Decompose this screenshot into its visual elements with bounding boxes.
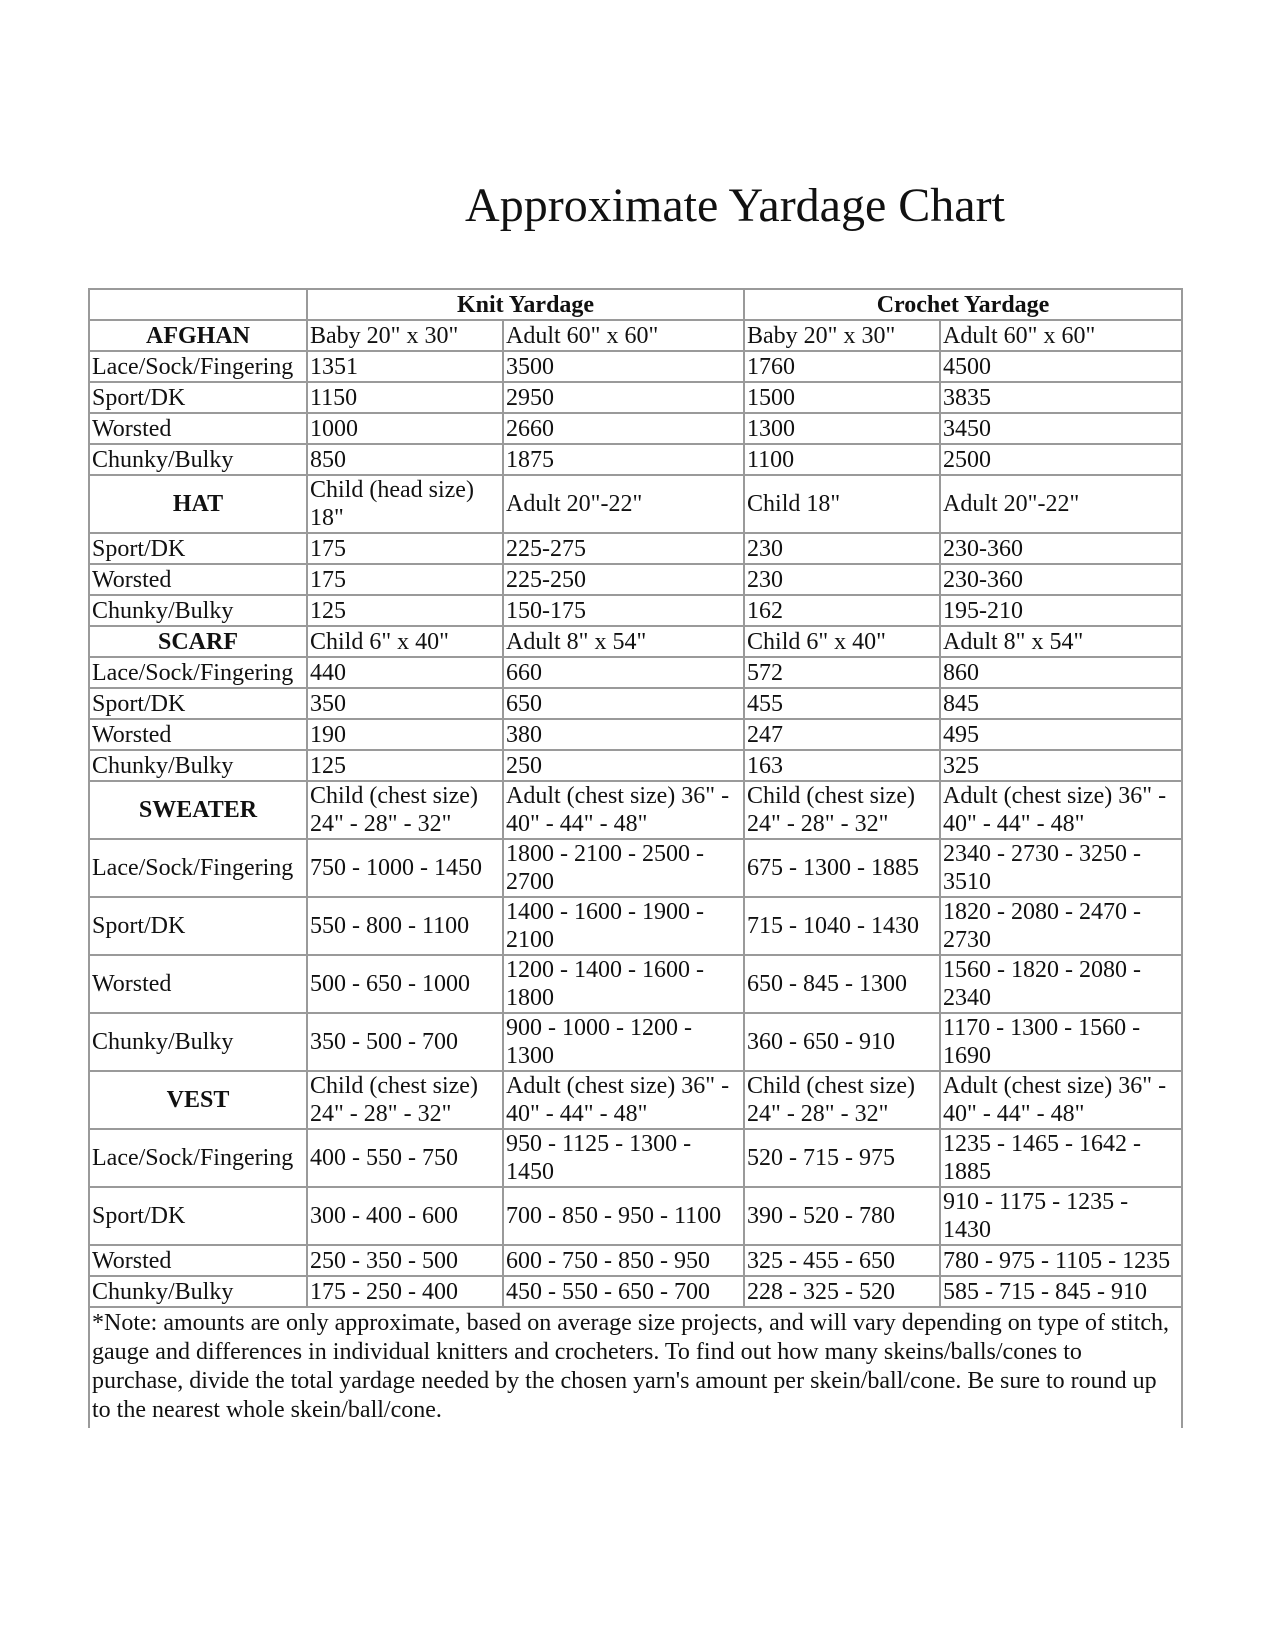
table-row <box>89 897 1182 955</box>
yardage-cell: 163 <box>744 750 940 781</box>
yardage-cell: 247 <box>744 719 940 750</box>
yardage-cell: 585 - 715 - 845 - 910 <box>940 1276 1182 1307</box>
size-cell: Child (chest size) 24" - 28" - 32" <box>744 781 940 839</box>
category-label: VEST <box>89 1071 307 1129</box>
yarn-weight: Chunky/Bulky <box>89 444 307 475</box>
yardage-cell: 572 <box>744 657 940 688</box>
size-cell: Baby 20" x 30" <box>744 320 940 351</box>
yardage-cell: 1875 <box>503 444 744 475</box>
category-row-afghan <box>89 320 1182 351</box>
yardage-cell: 3835 <box>940 382 1182 413</box>
yarn-weight: Sport/DK <box>89 897 307 955</box>
yardage-cell: 195-210 <box>940 595 1182 626</box>
category-label: AFGHAN <box>89 320 307 351</box>
yardage-cell: 500 - 650 - 1000 <box>307 955 503 1013</box>
yardage-cell: 125 <box>307 595 503 626</box>
size-cell: Child 6" x 40" <box>744 626 940 657</box>
yardage-cell: 780 - 975 - 1105 - 1235 <box>940 1245 1182 1276</box>
table-row <box>89 1187 1182 1245</box>
yarn-weight: Chunky/Bulky <box>89 1013 307 1071</box>
table-row <box>89 382 1182 413</box>
yardage-cell: 250 - 350 - 500 <box>307 1245 503 1276</box>
yardage-cell: 350 <box>307 688 503 719</box>
yardage-cell: 750 - 1000 - 1450 <box>307 839 503 897</box>
yarn-weight: Worsted <box>89 719 307 750</box>
yardage-table <box>88 288 1183 1428</box>
yardage-cell: 550 - 800 - 1100 <box>307 897 503 955</box>
yardage-cell: 300 - 400 - 600 <box>307 1187 503 1245</box>
yarn-weight: Worsted <box>89 1245 307 1276</box>
table-row <box>89 351 1182 382</box>
table-row <box>89 1129 1182 1187</box>
yardage-cell: 230-360 <box>940 564 1182 595</box>
category-row-sweater <box>89 781 1182 839</box>
table-row <box>89 1013 1182 1071</box>
yardage-cell: 520 - 715 - 975 <box>744 1129 940 1187</box>
table-row <box>89 657 1182 688</box>
knit-yardage-header: Knit Yardage <box>307 289 744 320</box>
yardage-cell: 715 - 1040 - 1430 <box>744 897 940 955</box>
yarn-weight: Sport/DK <box>89 533 307 564</box>
yardage-cell: 1150 <box>307 382 503 413</box>
yardage-cell: 1500 <box>744 382 940 413</box>
yardage-cell: 175 <box>307 533 503 564</box>
yardage-cell: 1560 - 1820 - 2080 - 2340 <box>940 955 1182 1013</box>
yardage-cell: 1200 - 1400 - 1600 - 1800 <box>503 955 744 1013</box>
yardage-cell: 455 <box>744 688 940 719</box>
yardage-cell: 660 <box>503 657 744 688</box>
yarn-weight: Chunky/Bulky <box>89 595 307 626</box>
yardage-cell: 190 <box>307 719 503 750</box>
yardage-cell: 650 <box>503 688 744 719</box>
yardage-cell: 4500 <box>940 351 1182 382</box>
yardage-cell: 1351 <box>307 351 503 382</box>
yarn-weight: Chunky/Bulky <box>89 1276 307 1307</box>
yardage-cell: 175 - 250 - 400 <box>307 1276 503 1307</box>
table-row <box>89 413 1182 444</box>
footnote: *Note: amounts are only approximate, based on average size projects, and will vary depending on type of stitch, gauge and differences in individual knitters and crocheters. To find out how many skeins/balls/cones to purchase, divide the total yardage needed by the chosen yarn's amount per skein/ball/cone. Be sure to round up to the nearest whole skein/ball/cone. <box>89 1307 1182 1428</box>
yardage-cell: 675 - 1300 - 1885 <box>744 839 940 897</box>
yardage-cell: 495 <box>940 719 1182 750</box>
yardage-cell: 230 <box>744 564 940 595</box>
yardage-cell: 910 - 1175 - 1235 - 1430 <box>940 1187 1182 1245</box>
yardage-cell: 860 <box>940 657 1182 688</box>
yardage-cell: 1800 - 2100 - 2500 - 2700 <box>503 839 744 897</box>
yardage-cell: 150-175 <box>503 595 744 626</box>
size-cell: Adult (chest size) 36" - 40" - 44" - 48" <box>503 1071 744 1129</box>
table-row <box>89 750 1182 781</box>
yarn-weight: Worsted <box>89 564 307 595</box>
yardage-cell: 900 - 1000 - 1200 - 1300 <box>503 1013 744 1071</box>
table-row <box>89 444 1182 475</box>
yardage-cell: 2660 <box>503 413 744 444</box>
size-cell: Child (chest size) 24" - 28" - 32" <box>744 1071 940 1129</box>
yardage-cell: 225-275 <box>503 533 744 564</box>
size-cell: Child 18" <box>744 475 940 533</box>
category-label: HAT <box>89 475 307 533</box>
yardage-cell: 325 <box>940 750 1182 781</box>
yarn-weight: Lace/Sock/Fingering <box>89 657 307 688</box>
yardage-cell: 1820 - 2080 - 2470 - 2730 <box>940 897 1182 955</box>
yardage-cell: 1400 - 1600 - 1900 - 2100 <box>503 897 744 955</box>
yardage-cell: 1235 - 1465 - 1642 - 1885 <box>940 1129 1182 1187</box>
yardage-cell: 845 <box>940 688 1182 719</box>
yardage-cell: 360 - 650 - 910 <box>744 1013 940 1071</box>
table-row <box>89 955 1182 1013</box>
header-row <box>89 289 1182 320</box>
size-cell: Adult 60" x 60" <box>940 320 1182 351</box>
yardage-cell: 125 <box>307 750 503 781</box>
size-cell: Child 6" x 40" <box>307 626 503 657</box>
table-row <box>89 1245 1182 1276</box>
header-blank <box>89 289 307 320</box>
yarn-weight: Worsted <box>89 413 307 444</box>
yardage-cell: 700 - 850 - 950 - 1100 <box>503 1187 744 1245</box>
yardage-cell: 175 <box>307 564 503 595</box>
category-label: SCARF <box>89 626 307 657</box>
yarn-weight: Lace/Sock/Fingering <box>89 1129 307 1187</box>
yardage-cell: 228 - 325 - 520 <box>744 1276 940 1307</box>
size-cell: Baby 20" x 30" <box>307 320 503 351</box>
category-row-vest <box>89 1071 1182 1129</box>
yardage-cell: 1760 <box>744 351 940 382</box>
size-cell: Child (head size) 18" <box>307 475 503 533</box>
yardage-cell: 2950 <box>503 382 744 413</box>
size-cell: Adult 8" x 54" <box>940 626 1182 657</box>
yardage-cell: 230-360 <box>940 533 1182 564</box>
yardage-cell: 162 <box>744 595 940 626</box>
yardage-cell: 2340 - 2730 - 3250 - 3510 <box>940 839 1182 897</box>
size-cell: Child (chest size) 24" - 28" - 32" <box>307 781 503 839</box>
yarn-weight: Chunky/Bulky <box>89 750 307 781</box>
yardage-cell: 950 - 1125 - 1300 - 1450 <box>503 1129 744 1187</box>
table-row <box>89 533 1182 564</box>
yardage-cell: 390 - 520 - 780 <box>744 1187 940 1245</box>
note-row <box>89 1307 1182 1428</box>
yardage-cell: 250 <box>503 750 744 781</box>
yardage-cell: 650 - 845 - 1300 <box>744 955 940 1013</box>
yardage-cell: 2500 <box>940 444 1182 475</box>
category-row-hat <box>89 475 1182 533</box>
table-row <box>89 719 1182 750</box>
yardage-cell: 850 <box>307 444 503 475</box>
yardage-cell: 600 - 750 - 850 - 950 <box>503 1245 744 1276</box>
yardage-cell: 3450 <box>940 413 1182 444</box>
size-cell: Adult 20"-22" <box>503 475 744 533</box>
yardage-cell: 350 - 500 - 700 <box>307 1013 503 1071</box>
size-cell: Adult 8" x 54" <box>503 626 744 657</box>
yardage-cell: 325 - 455 - 650 <box>744 1245 940 1276</box>
yardage-cell: 380 <box>503 719 744 750</box>
size-cell: Adult (chest size) 36" - 40" - 44" - 48" <box>940 1071 1182 1129</box>
yardage-cell: 1300 <box>744 413 940 444</box>
yarn-weight: Sport/DK <box>89 688 307 719</box>
table-row <box>89 688 1182 719</box>
table-row <box>89 595 1182 626</box>
yardage-cell: 230 <box>744 533 940 564</box>
yardage-cell: 1100 <box>744 444 940 475</box>
size-cell: Adult 20"-22" <box>940 475 1182 533</box>
yardage-cell: 1170 - 1300 - 1560 - 1690 <box>940 1013 1182 1071</box>
category-row-scarf <box>89 626 1182 657</box>
size-cell: Adult (chest size) 36" - 40" - 44" - 48" <box>503 781 744 839</box>
yardage-cell: 1000 <box>307 413 503 444</box>
size-cell: Child (chest size) 24" - 28" - 32" <box>307 1071 503 1129</box>
category-label: SWEATER <box>89 781 307 839</box>
size-cell: Adult (chest size) 36" - 40" - 44" - 48" <box>940 781 1182 839</box>
page-title: Approximate Yardage Chart <box>465 179 1005 232</box>
yarn-weight: Sport/DK <box>89 382 307 413</box>
yarn-weight: Lace/Sock/Fingering <box>89 351 307 382</box>
crochet-yardage-header: Crochet Yardage <box>744 289 1182 320</box>
yardage-cell: 400 - 550 - 750 <box>307 1129 503 1187</box>
yarn-weight: Lace/Sock/Fingering <box>89 839 307 897</box>
yarn-weight: Sport/DK <box>89 1187 307 1245</box>
yardage-cell: 440 <box>307 657 503 688</box>
yardage-cell: 3500 <box>503 351 744 382</box>
size-cell: Adult 60" x 60" <box>503 320 744 351</box>
yardage-cell: 450 - 550 - 650 - 700 <box>503 1276 744 1307</box>
table-row <box>89 1276 1182 1307</box>
table-row <box>89 564 1182 595</box>
yardage-cell: 225-250 <box>503 564 744 595</box>
table-row <box>89 839 1182 897</box>
yarn-weight: Worsted <box>89 955 307 1013</box>
